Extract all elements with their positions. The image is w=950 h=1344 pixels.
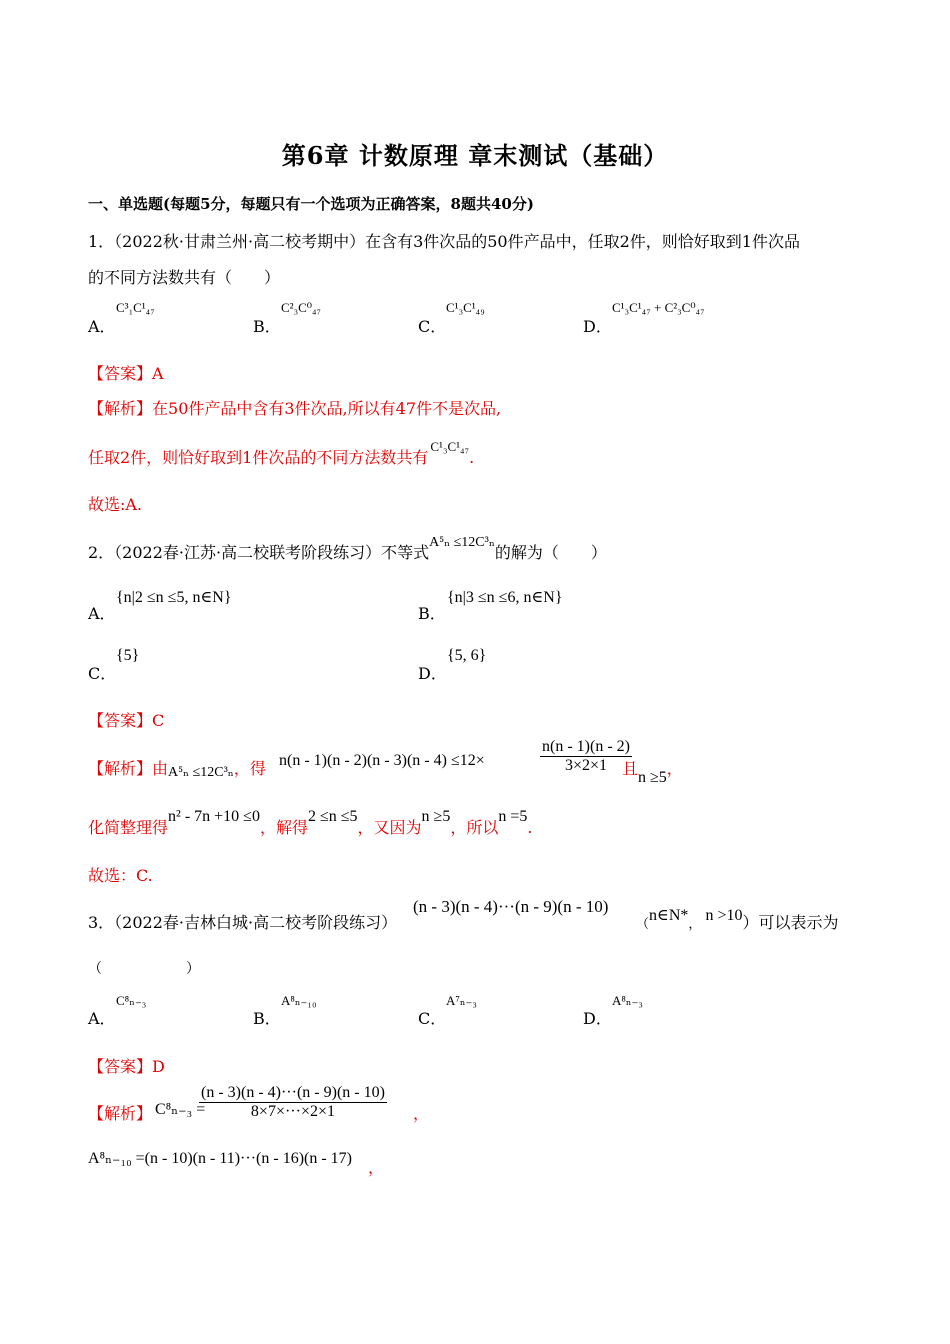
q1-option-d-math: C¹₃C¹₄₇ + C²₃C⁰₄₇ [612, 300, 705, 315]
q2-analysis-math-1: A⁵ₙ ≤12C³ₙ [168, 765, 234, 780]
q2-option-b-label: B． [418, 604, 446, 623]
q1-answer: 【答案】A [88, 364, 164, 383]
analysis-text: ，得 [233, 759, 266, 778]
fraction-numerator: (n - 3)(n - 4)···(n - 9)(n - 10) [201, 1084, 385, 1101]
q2-analysis-line2 [88, 808, 533, 838]
q3-condition-2: n >10 [705, 907, 743, 924]
q2-option-b-math: {n|3 ≤n ≤6, n∈N} [447, 589, 563, 606]
q2-option-c-math: {5} [116, 647, 140, 664]
analysis-text: 任取2件，则恰好取到1件次品的不同方法数共有 [88, 448, 429, 467]
q3-option-b-label: B． [253, 1009, 281, 1028]
q1-option-a-math: C³₁C¹₄₇ [116, 300, 155, 315]
analysis-label: 【解析】 [88, 399, 153, 418]
q3-separator: ， [688, 917, 702, 932]
analysis-text: ，解得 [259, 818, 308, 837]
fraction-denominator: 8×7×···×2×1 [250, 1103, 335, 1120]
q2-stem-text-end: 的解为（ ） [494, 543, 607, 562]
q2-stem-line1 [88, 535, 607, 563]
analysis-text: ，又因为 [357, 818, 422, 837]
q2-option-d-math: {5, 6} [447, 647, 487, 664]
q1-option-b-math: C²₃C⁰₄₇ [281, 300, 322, 315]
analysis-text: 且 [622, 759, 639, 778]
q1-stem-line2: 的不同方法数共有（ ） [88, 268, 281, 287]
q2-option-d-label: D． [418, 664, 447, 683]
q2-analysis-math-2: n(n - 1)(n - 2)(n - 3)(n - 4) ≤12× [279, 752, 485, 769]
q3-analysis-math-1: C⁸ₙ₋₃ = [155, 1101, 206, 1118]
q2-analysis-math-3: n ≥5 [638, 769, 667, 786]
analysis-text: . [527, 818, 533, 837]
q2-analysis-line1-end [622, 756, 683, 786]
q3-answer: 【答案】D [88, 1057, 165, 1076]
q2-answer: 【答案】C [88, 711, 165, 730]
section-heading: 一、单选题(每题5分，每题只有一个选项为正确答案，8题共40分) [88, 195, 534, 213]
q1-option-c-math: C¹₃C¹₄₉ [446, 300, 485, 315]
q3-option-b-math: A⁸ₙ₋₁₀ [281, 993, 317, 1008]
q2-conclusion: 故选：C. [88, 866, 153, 885]
q3-option-a-math: C⁸ₙ₋₃ [116, 993, 147, 1008]
analysis-text: 化简整理得 [88, 818, 169, 837]
q1-conclusion: 故选:A. [88, 495, 143, 514]
analysis-text-end: . [469, 448, 475, 467]
q3-paren: （ [636, 917, 650, 932]
analysis-text: 由 [152, 759, 169, 778]
q3-condition-1: n∈N* [649, 907, 689, 924]
q2-analysis-math-6: n ≥5 [421, 808, 451, 825]
q1-option-c-label: C． [418, 317, 447, 336]
fraction-numerator: n(n - 1)(n - 2) [542, 738, 630, 755]
q1-analysis-math: C¹₃C¹₄₇ [430, 439, 470, 454]
q3-option-d-math: A⁸ₙ₋₃ [612, 993, 643, 1008]
q3-analysis-end-2: ， [368, 1158, 385, 1177]
q2-option-a-math: {n|2 ≤n ≤5, n∈N} [116, 589, 232, 606]
q3-analysis-end-1: ， [413, 1104, 430, 1123]
q3-option-c-label: C． [418, 1009, 447, 1028]
q3-stem-math: (n - 3)(n - 4)···(n - 9)(n - 10) [413, 897, 609, 916]
q3-option-d-label: D． [583, 1009, 612, 1028]
q3-stem-condition [636, 907, 839, 933]
q2-analysis-math-7: n =5 [498, 808, 528, 825]
analysis-text: 在50件产品中含有3件次品,所以有47件不是次品, [152, 399, 502, 418]
analysis-text: ， [666, 759, 683, 778]
q3-stem-suffix: ）可以表示为 [742, 913, 839, 932]
analysis-label: 【解析】 [88, 759, 153, 778]
q2-analysis-math-5: 2 ≤n ≤5 [307, 808, 358, 825]
q3-stem-line2: （ ） [88, 961, 200, 977]
q3-stem-prefix: 3．（2022春·吉林白城·高二校考阶段练习） [88, 913, 398, 932]
q2-analysis-math-4: n² - 7n +10 ≤0 [168, 808, 260, 825]
q3-option-c-math: A⁷ₙ₋₃ [446, 993, 477, 1008]
q1-analysis-line1 [88, 396, 501, 419]
q2-analysis-line1 [88, 756, 266, 779]
q1-analysis-line2 [88, 439, 475, 468]
q3-analysis-fraction [199, 1084, 387, 1121]
page-title: 第6章 计数原理 章末测试（基础） [281, 141, 669, 170]
fraction-denominator: 3×2×1 [564, 757, 607, 774]
q2-stem-text: 2．（2022春·江苏·高二校联考阶段练习）不等式 [88, 543, 430, 562]
q2-option-a-label: A． [88, 604, 116, 623]
q3-option-a-label: A． [88, 1009, 116, 1028]
q1-option-d-label: D． [583, 317, 612, 336]
q2-analysis-fraction [540, 738, 632, 775]
q3-analysis-math-2: A⁸ₙ₋₁₀ =(n - 10)(n - 11)···(n - 16)(n - 17) [88, 1150, 353, 1167]
q1-option-a-label: A． [88, 317, 116, 336]
q2-option-c-label: C． [88, 664, 117, 683]
q2-stem-math: A⁵ₙ ≤12C³ₙ [429, 535, 495, 550]
analysis-text: ，所以 [450, 818, 499, 837]
q1-option-b-label: B． [253, 317, 281, 336]
q3-analysis-label: 【解析】 [88, 1104, 153, 1123]
q1-stem-line1: 1．（2022秋·甘肃兰州·高二校考期中）在含有3件次品的50件产品中，任取2件，则恰好取到1件次品 [88, 232, 800, 251]
